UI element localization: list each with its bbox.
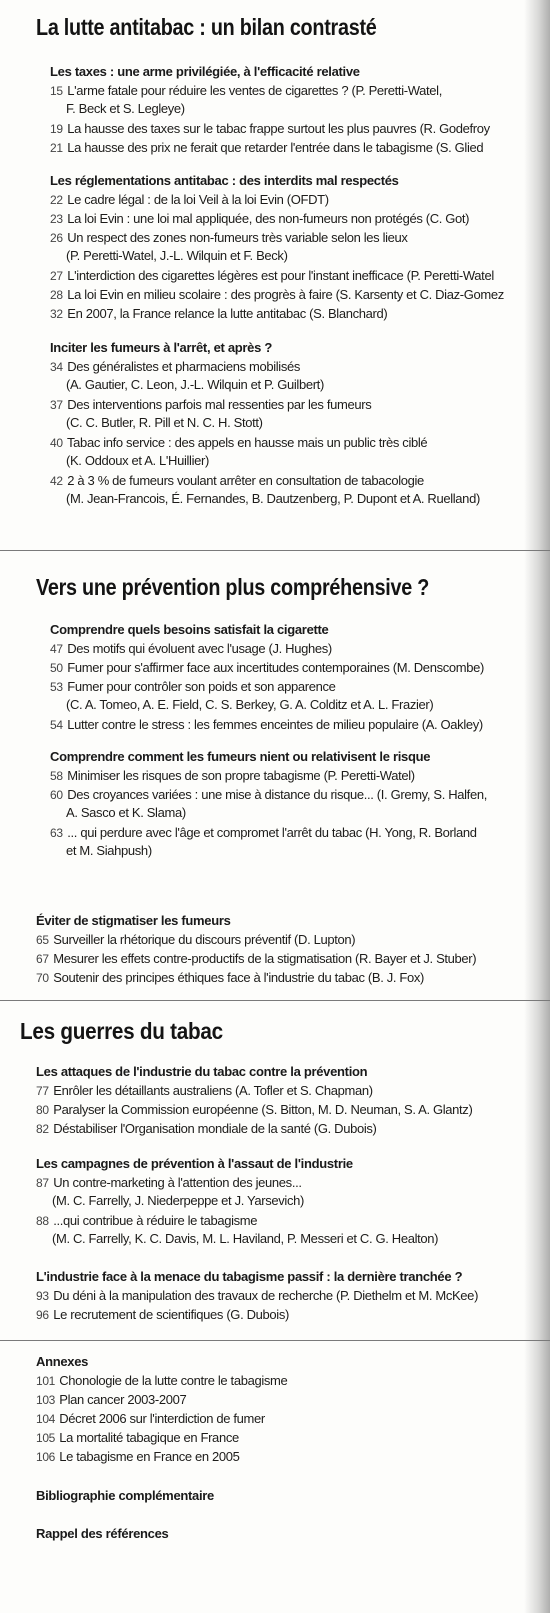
toc-entry (50, 358, 530, 394)
section-heading: Éviter de stigmatiser les fumeurs (36, 913, 231, 928)
references-heading: Rappel des références (36, 1526, 169, 1541)
toc-entry (50, 434, 530, 470)
entry-title: Le cadre légal : de la loi Veil à la loi Evin (OFDT) (67, 192, 329, 207)
toc-entry (36, 1429, 516, 1447)
section-heading: Les campagnes de prévention à l'assaut de l'industrie (36, 1156, 353, 1171)
entry-title: Des généralistes et pharmaciens mobilisés (67, 359, 301, 374)
section-divider (0, 1340, 550, 1341)
entry-title: Fumer pour contrôler son poids et son apparence (67, 679, 336, 694)
entry-title: La mortalité tabagique en France (59, 1430, 239, 1445)
page-number: 70 (36, 971, 49, 985)
page-number: 103 (36, 1393, 55, 1407)
entry-continuation: (C. A. Tomeo, A. E. Field, C. S. Berkey, G. A. Colditz et A. L. Frazier) (66, 697, 434, 712)
page-number: 53 (50, 680, 63, 694)
entry-continuation: (M. C. Farrelly, J. Niederpeppe et J. Yarsevich) (52, 1193, 304, 1208)
page-number: 87 (36, 1176, 49, 1190)
toc-entry (36, 1120, 516, 1138)
entry-continuation: (M. Jean-Francois, É. Fernandes, B. Dautzenberg, P. Dupont et A. Ruelland) (66, 491, 480, 506)
entry-title: Des croyances variées : une mise à distance du risque... (I. Gremy, S. Halfen, (67, 787, 487, 802)
entry-title: Un contre-marketing à l'attention des jeunes... (53, 1175, 302, 1190)
page-number: 96 (36, 1308, 49, 1322)
page-number: 58 (50, 769, 63, 783)
toc-entry (50, 640, 530, 658)
page-number: 40 (50, 436, 63, 450)
section-heading: L'industrie face à la menace du tabagisme passif : la dernière tranchée ? (36, 1269, 463, 1284)
page-number: 22 (50, 193, 63, 207)
page-number: 82 (36, 1122, 49, 1136)
page-number: 80 (36, 1103, 49, 1117)
entry-title: La hausse des taxes sur le tabac frappe surtout les plus pauvres (R. Godefroy (67, 121, 490, 136)
toc-entry (36, 950, 516, 968)
entry-title: Fumer pour s'affirmer face aux incertitudes contemporaines (M. Denscombe) (67, 660, 484, 675)
entry-continuation: (A. Gautier, C. Leon, J.-L. Wilquin et P. Guilbert) (66, 377, 324, 392)
toc-entry (36, 1212, 516, 1248)
toc-entry (36, 1372, 516, 1390)
page-number: 37 (50, 398, 63, 412)
entry-title: Surveiller la rhétorique du discours préventif (D. Lupton) (53, 932, 356, 947)
toc-entry (50, 472, 530, 508)
entry-title: Le recrutement de scientifiques (G. Dubois) (53, 1307, 289, 1322)
entry-continuation: F. Beck et S. Legleye) (66, 101, 185, 116)
page-number: 106 (36, 1450, 55, 1464)
page-number: 105 (36, 1431, 55, 1445)
page-number: 67 (36, 952, 49, 966)
page-number: 21 (50, 141, 63, 155)
section-heading: Les attaques de l'industrie du tabac contre la prévention (36, 1064, 368, 1079)
entry-title: L'arme fatale pour réduire les ventes de cigarettes ? (P. Peretti-Watel, (67, 83, 442, 98)
page-number: 19 (50, 122, 63, 136)
toc-entry (50, 82, 530, 118)
entry-continuation: et M. Siahpush) (66, 843, 152, 858)
entry-title: La loi Evin : une loi mal appliquée, des non-fumeurs non protégés (C. Got) (67, 211, 470, 226)
page-number: 104 (36, 1412, 55, 1426)
toc-entry (50, 767, 530, 785)
section-heading: Comprendre quels besoins satisfait la cigarette (50, 622, 329, 637)
page-number: 32 (50, 307, 63, 321)
page-number: 50 (50, 661, 63, 675)
annexes-heading: Annexes (36, 1354, 89, 1369)
entry-title: En 2007, la France relance la lutte antitabac (S. Blanchard) (67, 306, 388, 321)
chapter-title: La lutte antitabac : un bilan contrasté (36, 14, 377, 40)
toc-entry (36, 1287, 516, 1305)
entry-title: La hausse des prix ne ferait que retarder l'entrée dans le tabagisme (S. Glied (67, 140, 484, 155)
page-number: 47 (50, 642, 63, 656)
page-number: 27 (50, 269, 63, 283)
entry-title: L'interdiction des cigarettes légères est pour l'instant inefficace (P. Peretti-Watel (67, 268, 494, 283)
page-number: 60 (50, 788, 63, 802)
toc-entry (50, 716, 530, 734)
entry-title: Tabac info service : des appels en hausse mais un public très ciblé (67, 435, 428, 450)
entry-continuation: (C. C. Butler, R. Pill et N. C. H. Stott) (66, 415, 263, 430)
page-number: 34 (50, 360, 63, 374)
toc-entry (50, 824, 530, 860)
page-number: 28 (50, 288, 63, 302)
section-heading: Les réglementations antitabac : des interdits mal respectés (50, 173, 399, 188)
entry-continuation: A. Sasco et K. Slama) (66, 805, 186, 820)
entry-title: Mesurer les effets contre-productifs de la stigmatisation (R. Bayer et J. Stuber) (53, 951, 477, 966)
chapter-title: Vers une prévention plus compréhensive ? (36, 574, 430, 600)
page-number: 15 (50, 84, 63, 98)
entry-title: Lutter contre le stress : les femmes enceintes de milieu populaire (A. Oakley) (67, 717, 483, 732)
entry-title: La loi Evin en milieu scolaire : des progrès à faire (S. Karsenty et C. Diaz-Gomez (67, 287, 504, 302)
section-heading: Comprendre comment les fumeurs nient ou relativisent le risque (50, 749, 431, 764)
bibliography-heading: Bibliographie complémentaire (36, 1488, 214, 1503)
entry-title: Des motifs qui évoluent avec l'usage (J. Hughes) (67, 641, 332, 656)
toc-entry (50, 659, 530, 677)
page-number: 65 (36, 933, 49, 947)
toc-entry (50, 786, 530, 822)
toc-entry (50, 120, 530, 138)
toc-entry (50, 191, 530, 209)
entry-title: ... qui perdure avec l'âge et compromet l'arrêt du tabac (H. Yong, R. Borland (67, 825, 477, 840)
entry-title: Minimiser les risques de son propre tabagisme (P. Peretti-Watel) (67, 768, 415, 783)
toc-entry (50, 286, 530, 304)
entry-title: Paralyser la Commission européenne (S. Bitton, M. D. Neuman, S. A. Glantz) (53, 1102, 473, 1117)
page-number: 63 (50, 826, 63, 840)
page-number: 26 (50, 231, 63, 245)
entry-title: Le tabagisme en France en 2005 (59, 1449, 240, 1464)
toc-entry (50, 139, 530, 157)
toc-entry (50, 396, 530, 432)
entry-title: Un respect des zones non-fumeurs très variable selon les lieux (67, 230, 408, 245)
section-divider (0, 1000, 550, 1001)
entry-title: Enrôler les détaillants australiens (A. Tofler et S. Chapman) (53, 1083, 373, 1098)
toc-entry (50, 229, 530, 265)
toc-entry (36, 1391, 516, 1409)
toc-entry (36, 1101, 516, 1119)
page-number: 88 (36, 1214, 49, 1228)
toc-entry (36, 1174, 516, 1210)
entry-title: Des interventions parfois mal ressenties par les fumeurs (67, 397, 372, 412)
entry-title: Décret 2006 sur l'interdiction de fumer (59, 1411, 265, 1426)
toc-entry (36, 931, 516, 949)
section-heading: Les taxes : une arme privilégiée, à l'efficacité relative (50, 64, 360, 79)
page-number: 23 (50, 212, 63, 226)
toc-entry (50, 267, 530, 285)
toc-entry (36, 969, 516, 987)
toc-entry (50, 305, 530, 323)
section-heading: Inciter les fumeurs à l'arrêt, et après ? (50, 340, 272, 355)
entry-title: 2 à 3 % de fumeurs voulant arrêter en consultation de tabacologie (67, 473, 424, 488)
toc-entry (50, 210, 530, 228)
toc-entry (36, 1448, 516, 1466)
entry-continuation: (M. C. Farrelly, K. C. Davis, M. L. Haviland, P. Messeri et C. G. Healton) (52, 1231, 439, 1246)
entry-continuation: (K. Oddoux et A. L'Huillier) (66, 453, 209, 468)
toc-entry (36, 1082, 516, 1100)
toc-entry (36, 1410, 516, 1428)
entry-continuation: (P. Peretti-Watel, J.-L. Wilquin et F. Beck) (66, 248, 288, 263)
page-number: 77 (36, 1084, 49, 1098)
entry-title: Plan cancer 2003-2007 (59, 1392, 187, 1407)
entry-title: ...qui contribue à réduire le tabagisme (53, 1213, 258, 1228)
page-number: 54 (50, 718, 63, 732)
entry-title: Du déni à la manipulation des travaux de recherche (P. Diethelm et M. McKee) (53, 1288, 479, 1303)
page-number: 101 (36, 1374, 55, 1388)
section-divider (0, 550, 550, 551)
chapter-title: Les guerres du tabac (20, 1018, 223, 1044)
toc-entry (36, 1306, 516, 1324)
page-number: 42 (50, 474, 63, 488)
entry-title: Soutenir des principes éthiques face à l'industrie du tabac (B. J. Fox) (53, 970, 424, 985)
page-number: 93 (36, 1289, 49, 1303)
toc-entry (50, 678, 530, 714)
entry-title: Déstabiliser l'Organisation mondiale de la santé (G. Dubois) (53, 1121, 377, 1136)
entry-title: Chonologie de la lutte contre le tabagisme (59, 1373, 288, 1388)
